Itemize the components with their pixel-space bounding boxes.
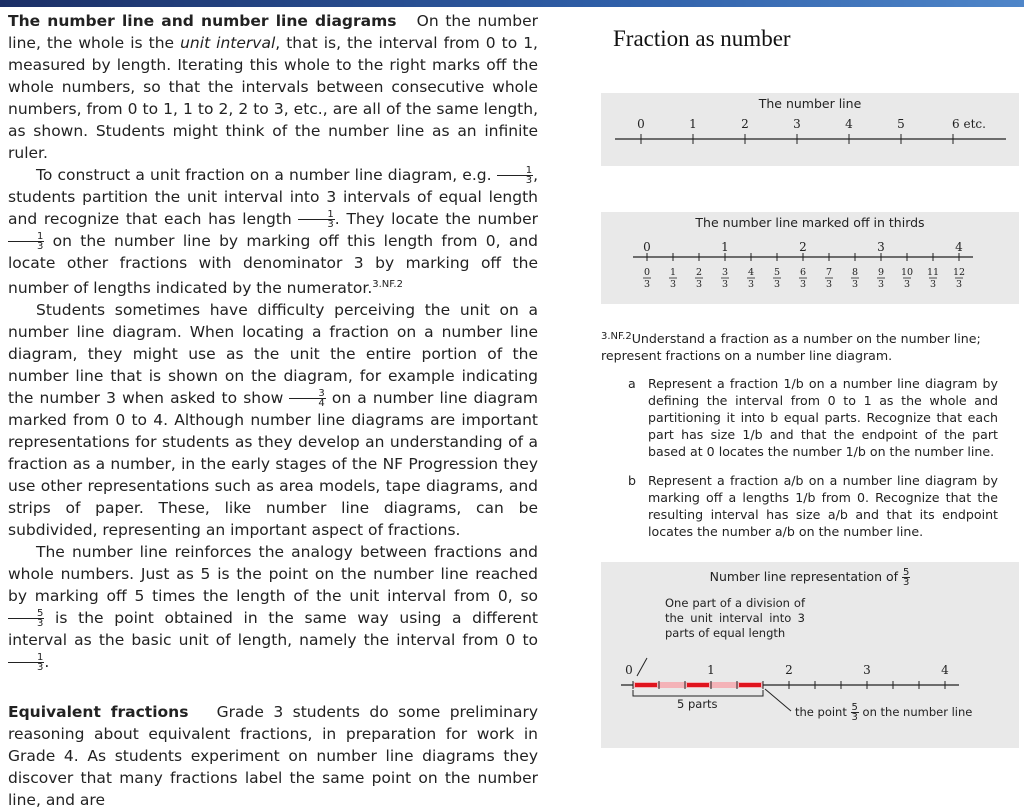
third-denominator-6: 3 [799,279,807,290]
whole-label-3: 3 [863,663,871,677]
top-banner [0,0,1024,7]
third-numerator-11: 11 [926,267,940,278]
third-denominator-9: 3 [877,279,885,290]
tick-label-2: 2 [741,117,749,131]
paragraph-equivalent-fractions: Equivalent fractions Grade 3 students do some preliminary reasoning about equivalent fractions, in preparation for work in Grade 4. As students experiment on number line diagrams they discover that many fractions label the same point on the number line, and are [8,703,539,809]
point-label: the point $\frac{5}{3}$ on the number line [795,702,973,723]
third-numerator-6: 6 [799,267,807,278]
whole-label-3: 3 [877,240,885,254]
point-pointer [765,689,791,711]
standard-reference: 3.NF.2 [372,279,403,290]
paragraph-unit-fraction: To construct a unit fraction on a number line diagram, e.g. $\frac{1}{3}$ , students partition the unit interval into 3 intervals of equal length and recognize that each has length $\frac{1}{3}$ . They locate the number $\frac{1}{3}$ on the number line by marking off this length from 0, and locate other fractions with denominator 3 by marking off the number of lengths indicated by the numerator.$^{3.NF.2}$ [8,165,538,297]
whole-label-4: 4 [955,240,963,254]
standard-item-a-text: Represent a fraction 1/b on a number line diagram by defining the interval from 0 to 1 as the whole and partitioning it into b equal parts. Recognize that each part has size 1/b and that the endpoint of the part based at 0 locates the number 1/b on the number line. [648,376,998,459]
five-parts-bracket [633,690,763,696]
thirds-diagram [601,212,1019,304]
third-numerator-0: 0 [643,267,651,278]
third-denominator-0: 3 [643,279,651,290]
paragraph-unit-difficulty: Students sometimes have difficulty perceiving the unit on a number line diagram. When locating a fraction on a number line diagram, they might use as the unit the entire portion of the number line that is shown on the diagram, for example indicating the number 3 when asked to show $\frac{3}{4}$ on a number line diagram marked from 0 to 4. Although number line diagrams are important representations for students as they develop an understanding of a fraction as a number, in the early stages of the NF Progression they use other representations such as area models, tape diagrams, and strips of paper. These, like number line diagrams, can be subdivided, representing an important aspect of fractions. [8,301,538,539]
tick-label-0: 0 [637,117,645,131]
tick-label-3: 3 [793,117,801,131]
third-denominator-3: 3 [721,279,729,290]
third-denominator-2: 3 [695,279,703,290]
heading-number-line: The number line and number line diagrams [8,12,397,30]
third-numerator-12: 12 [952,267,966,278]
whole-label-4: 4 [941,663,949,677]
third-numerator-3: 3 [721,267,729,278]
whole-label-1: 1 [707,663,715,677]
tick-label-1: 1 [689,117,697,131]
annotation-one-part: One part of a division of the unit interval into 3 parts of equal length [665,596,805,640]
third-denominator-10: 3 [903,279,911,290]
standard-item-b: b Represent a fraction a/b on a number line diagram by marking off a lengths 1/b from 0. Recognize that the resulting interval has size a/b and that its endpoint locates the number a/b on the number line. [628,473,998,539]
third-numerator-4: 4 [747,267,755,278]
third-numerator-8: 8 [851,267,859,278]
third-denominator-4: 3 [747,279,755,290]
third-denominator-12: 3 [955,279,963,290]
five-thirds-panel [601,562,1019,748]
fraction-five-thirds: $\frac{5}{3}$ [8,609,44,628]
whole-label-2: 2 [785,663,793,677]
third-denominator-7: 3 [825,279,833,290]
thirds-panel [601,212,1019,304]
whole-label-1: 1 [721,240,729,254]
third-denominator-8: 3 [851,279,859,290]
fraction-one-third: $\frac{1}{3}$ [8,653,44,672]
five-thirds-title: Number line representation of $\frac{5}{3}$ [709,567,910,588]
paragraph-number-line: The number line and number line diagrams On the number line, the whole is the unit interval, that is, the interval from 0 to 1, measured by length. Iterating this whole to the right marks off the whole numbers, so that the intervals between consecutive whole numbers, from 0 to 1, 1 to 2, 2 to 3, etc., are all of the same length, as shown. Students might think of the number line as an infinite ruler. [8,12,538,162]
slide-title: Fraction as number [613,26,791,51]
left-text-column [8,10,538,811]
fraction-three-fourths: $\frac{3}{4}$ [289,389,325,408]
third-denominator-1: 3 [669,279,677,290]
number-line-title: The number line [758,96,862,111]
third-denominator-11: 3 [929,279,937,290]
annotation-pointer [637,658,647,676]
standard-item-a: a Represent a fraction 1/b on a number line diagram by defining the interval from 0 to 1 as the whole and partitioning it into b equal parts. Recognize that each part has size 1/b and that the endpoint of the part based at 0 locates the number 1/b on the number line. [628,376,998,459]
standard-intro: Understand a fraction as a number on the number line; represent fractions on a number line diagram. [601,331,981,363]
third-numerator-5: 5 [773,267,781,278]
third-numerator-7: 7 [825,267,833,278]
tick-label-6: 6 etc. [952,117,986,131]
third-numerator-2: 2 [695,267,703,278]
fraction-one-third: $\frac{1}{3}$ [497,166,533,185]
standard-item-b-text: Represent a fraction a/b on a number line diagram by marking off a lengths 1/b from 0. Recognize that the resulting interval has size a/b and that its endpoint locates the number a/b on the number line. [648,473,998,539]
five-parts-label: 5 parts [677,697,718,711]
tick-label-5: 5 [897,117,905,131]
fraction-one-third: $\frac{1}{3}$ [8,232,44,251]
paragraph-analogy: The number line reinforces the analogy between fractions and whole numbers. Just as 5 is the point on the number line reached by marking off 5 times the length of the unit interval from 0, so $\frac{5}{3}$ is the point obtained in the same way using a different interval as the basic unit of length, namely the interval from 0 to $\frac{1}{3}$ . [8,543,538,673]
heading-equivalent-fractions: Equivalent fractions [8,703,189,721]
whole-label-2: 2 [799,240,807,254]
third-numerator-10: 10 [900,267,914,278]
third-numerator-1: 1 [669,267,677,278]
third-denominator-5: 3 [773,279,781,290]
number-line-panel [601,93,1019,166]
tick-label-4: 4 [845,117,853,131]
thirds-title: The number line marked off in thirds [695,215,925,230]
standard-code: 3.NF.2 [601,331,632,342]
whole-label-0: 0 [643,240,651,254]
number-line-diagram [601,93,1019,166]
standard-text [601,328,1001,364]
third-numerator-9: 9 [877,267,885,278]
fraction-one-third: $\frac{1}{3}$ [298,210,334,229]
whole-label-0: 0 [625,663,633,677]
